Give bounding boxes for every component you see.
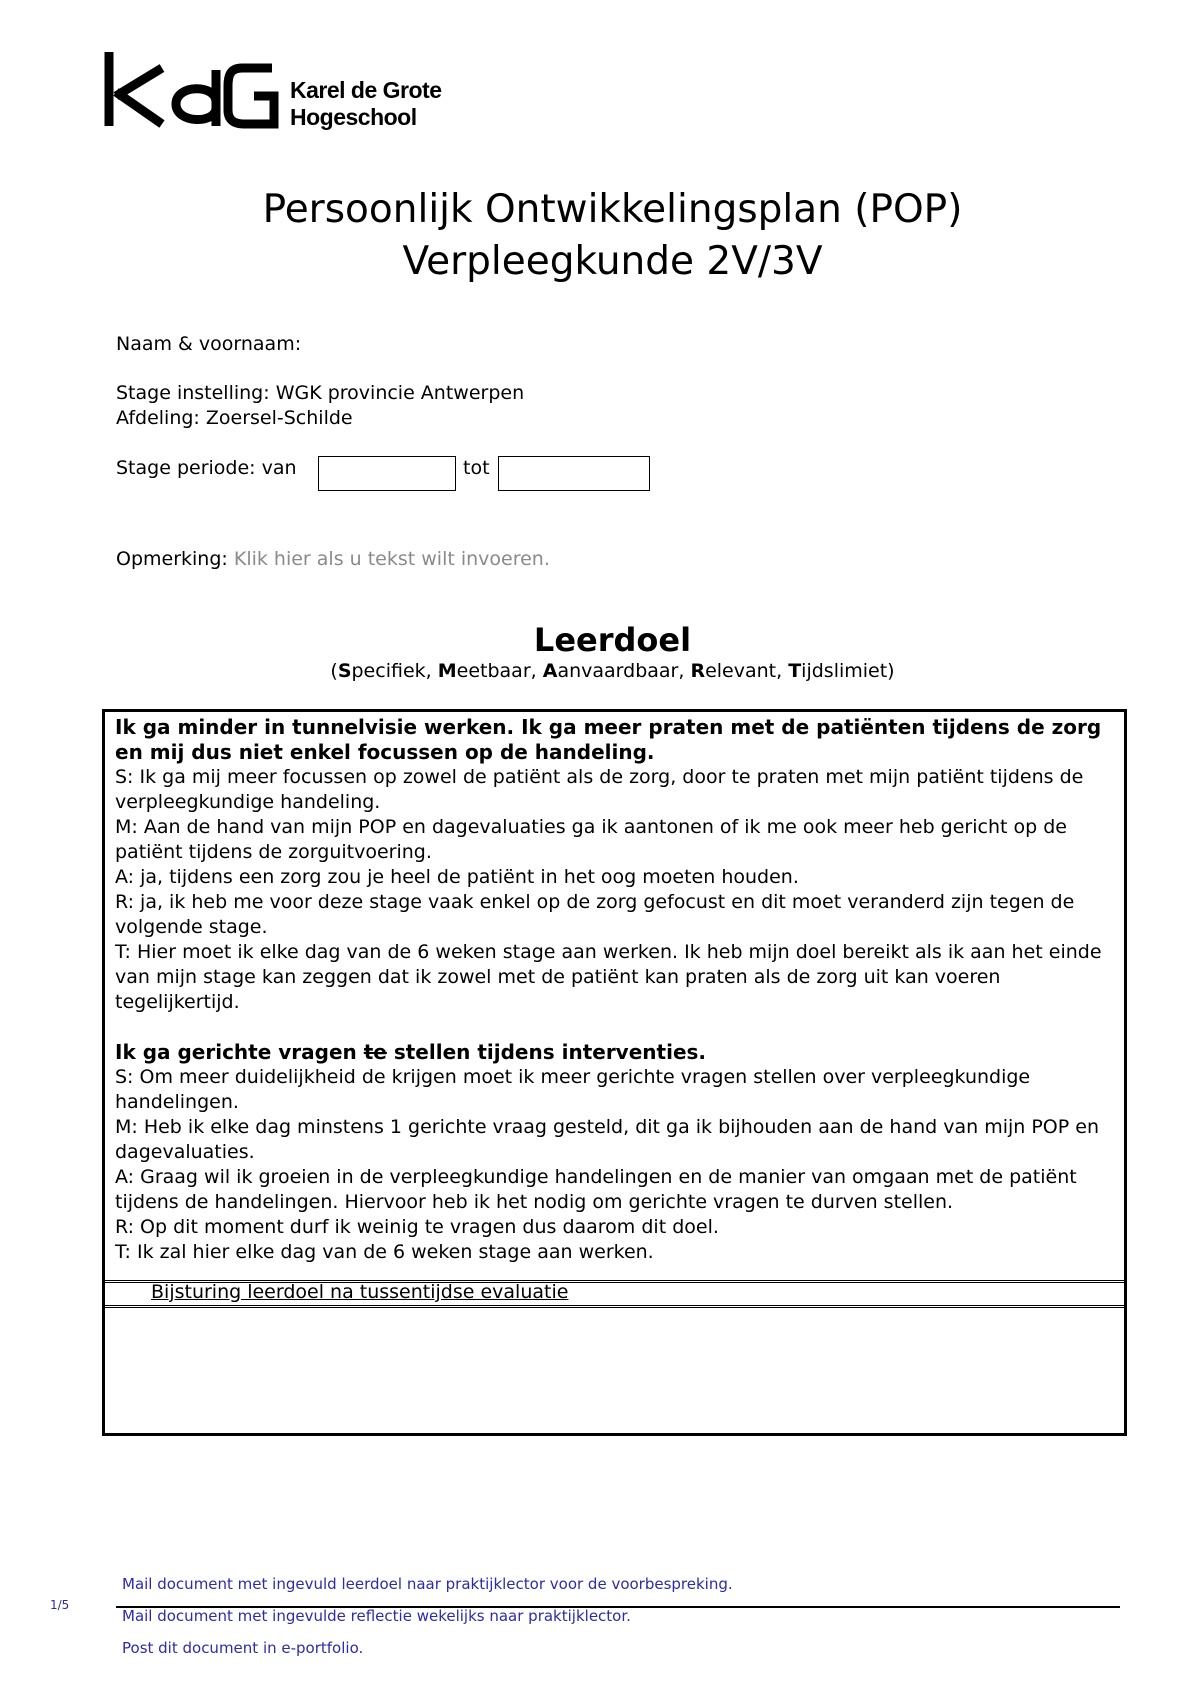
footer-notes — [122, 1568, 733, 1664]
goal2-m: M: Heb ik elke dag minstens 1 gerichte vraag gesteld, dit ga ik bijhouden aan de hand van mijn POP en dagevaluaties. — [115, 1116, 1099, 1163]
periode-tot-label: tot — [463, 457, 490, 479]
footer-note-2: Mail document met ingevulde reflectie wekelijks naar praktijklector. — [122, 1607, 631, 1625]
smart-a-rest: anvaardbaar, — [557, 660, 691, 682]
leerdoel-text[interactable] — [115, 715, 1115, 1265]
periode-label: Stage periode: van — [116, 457, 297, 479]
goal2-title-b: stellen tijdens interventies. — [386, 1040, 707, 1064]
goal2-s: S: Om meer duidelijkheid de krijgen moet ik meer gerichte vragen stellen over verpleegkundige handelingen. — [115, 1066, 1031, 1113]
footer-divider — [116, 1606, 1120, 1608]
naam-field — [116, 332, 301, 357]
goal2-r: R: Op dit moment durf ik weinig te vragen dus daarom dit doel. — [115, 1216, 719, 1238]
periode-van-input[interactable] — [318, 456, 456, 491]
kdg-logo — [104, 50, 484, 140]
instelling-field — [116, 381, 524, 406]
smart-m-rest: eetbaar, — [456, 660, 543, 682]
leerdoel-frame — [102, 709, 1127, 1436]
goal1-a: A: ja, tijdens een zorg zou je heel de patiënt in het oog moeten houden. — [115, 866, 799, 888]
goal1-title: Ik ga minder in tunnelvisie werken. Ik ga meer praten met de patiënten tijdens de zorg en mij dus niet enkel focussen op de handeling. — [115, 715, 1102, 764]
afdeling-field — [116, 406, 353, 431]
page-number: 1/5 — [50, 1598, 70, 1612]
logo-line2: Hogeschool — [290, 104, 417, 130]
bijsturing-separator — [105, 1280, 1124, 1308]
title-line2: Verpleegkunde 2V/3V — [402, 239, 823, 284]
leerdoel-heading: Leerdoel — [533, 621, 692, 659]
smart-r: R — [690, 660, 706, 682]
goal1-s: S: Ik ga mij meer focussen op zowel de patiënt als de zorg, door te praten met mijn patiënt tijdens de verpleegkundige handeling. — [115, 766, 1084, 813]
bijsturing-input[interactable] — [115, 1312, 1115, 1422]
smart-open: ( — [330, 660, 338, 682]
periode-tot-input[interactable] — [498, 456, 650, 491]
smart-s-rest: pecifiek, — [351, 660, 438, 682]
smart-r-rest: elevant, — [705, 660, 789, 682]
goal1-t: T: Hier moet ik elke dag van de 6 weken stage aan werken. Ik heb mijn doel bereikt als ik aan het einde van mijn stage kan zeggen dat ik zowel met de patiënt kan praten als de zorg uit kan voeren tegelijkertijd. — [115, 941, 1102, 1013]
smart-t: T — [788, 660, 802, 682]
afdeling-label: Afdeling: — [116, 407, 200, 429]
goal2-title-a: Ik ga gerichte vragen — [115, 1040, 364, 1064]
instelling-value[interactable]: WGK provincie Antwerpen — [275, 382, 525, 404]
goal2-title-strike: te — [363, 1040, 387, 1064]
title-line1: Persoonlijk Ontwikkelingsplan (POP) — [262, 187, 963, 232]
opmerking-label: Opmerking: — [116, 548, 228, 570]
logo-text — [290, 77, 442, 131]
logo-line1: Karel de Grote — [290, 77, 442, 103]
smart-s: S — [337, 660, 352, 682]
footer-note-3: Post dit document in e-portfolio. — [122, 1639, 364, 1657]
opmerking-field — [116, 547, 550, 572]
naam-label: Naam & voornaam: — [116, 333, 302, 355]
footer-note-1: Mail document met ingevuld leerdoel naar praktijklector voor de voorbespreking. — [122, 1575, 733, 1593]
kdg-logo-mark — [104, 50, 280, 132]
goal1-m: M: Aan de hand van mijn POP en dagevaluaties ga ik aantonen of ik me ook meer heb gericht op de patiënt tijdens de zorguitvoering. — [115, 816, 1067, 863]
bijsturing-label: Bijsturing leerdoel na tussentijdse evaluatie — [151, 1281, 569, 1303]
goal2-t: T: Ik zal hier elke dag van de 6 weken stage aan werken. — [115, 1241, 654, 1263]
goal2-title — [115, 1040, 1115, 1065]
goal2-a: A: Graag wil ik groeien in de verpleegkundige handelingen en de manier van omgaan met de patiënt tijdens de handelingen. Hiervoor heb ik het nodig om gerichte vragen te durven stellen. — [115, 1166, 1077, 1213]
goal1-r: R: ja, ik heb me voor deze stage vaak enkel op de zorg gefocust en dit moet veranderd zijn tegen de volgende stage. — [115, 891, 1075, 938]
afdeling-value[interactable]: Zoersel-Schilde — [205, 407, 353, 429]
opmerking-input[interactable]: Klik hier als u tekst wilt invoeren. — [233, 548, 550, 570]
smart-t-rest: ijdslimiet) — [801, 660, 895, 682]
smart-a: A — [542, 660, 558, 682]
page-title — [0, 184, 1200, 288]
instelling-label: Stage instelling: — [116, 382, 270, 404]
smart-m: M — [437, 660, 457, 682]
smart-subtitle — [0, 658, 1200, 684]
